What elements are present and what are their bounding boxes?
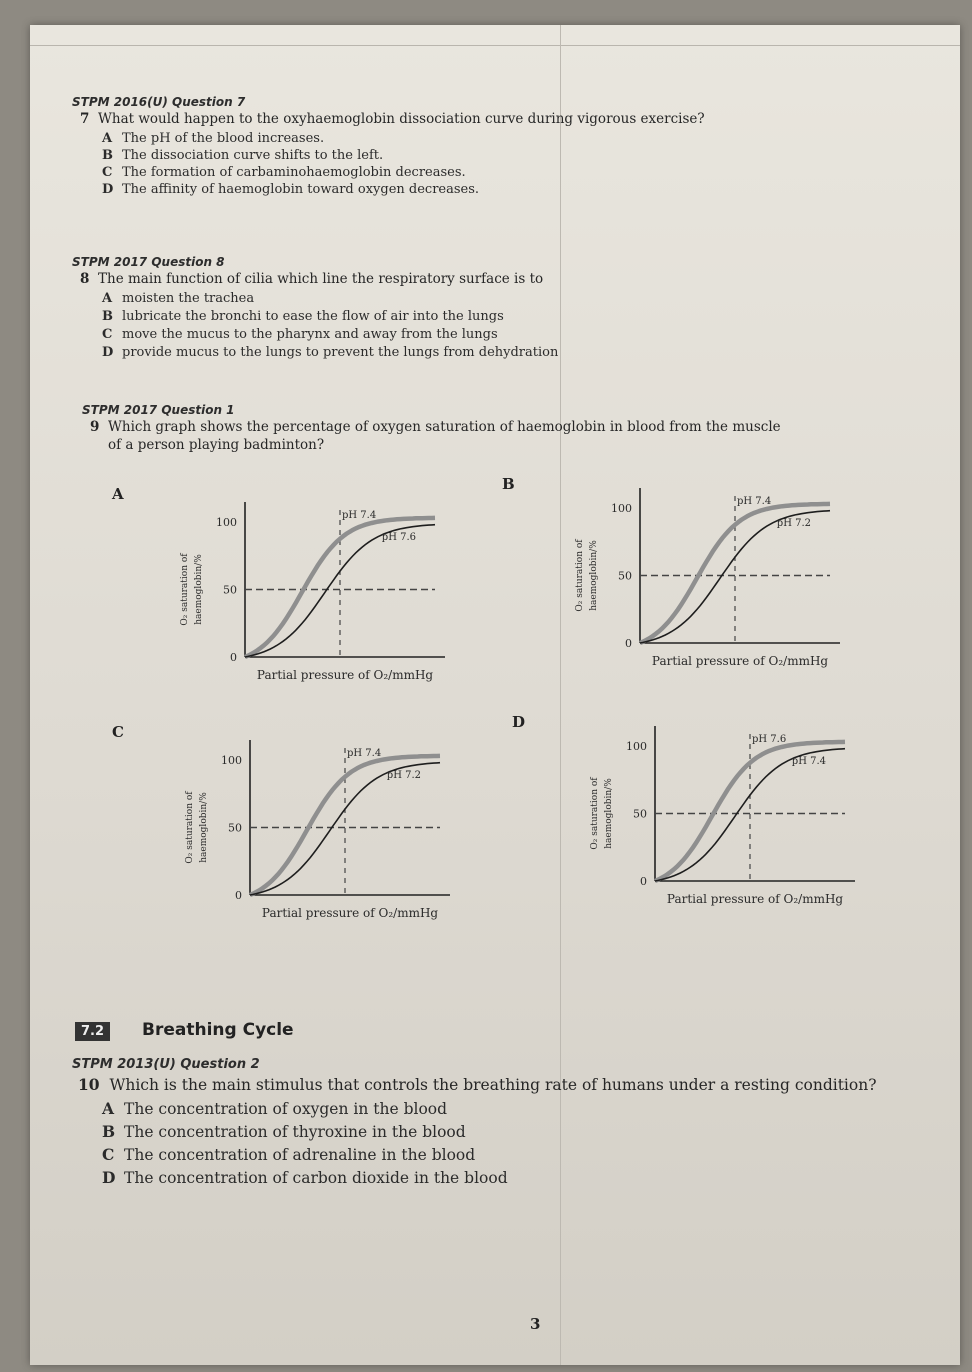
section-title: Breathing Cycle xyxy=(142,1020,294,1040)
graph-c[interactable] xyxy=(130,725,460,935)
option-d[interactable]: D provide mucus to the lungs to prevent the lungs from dehydration xyxy=(102,345,559,360)
question-text: Which graph shows the percentage of oxygen saturation of haemoglobin in blood from the muscle xyxy=(108,419,781,435)
graph-a[interactable] xyxy=(125,487,455,687)
curve-label-top: pH 7.4 xyxy=(342,510,377,521)
curve-label-top: pH 7.4 xyxy=(737,496,772,507)
x-axis-label: Partial pressure of O₂/mmHg xyxy=(256,668,434,682)
graph-d[interactable] xyxy=(535,711,865,921)
graph-letter-d[interactable]: D xyxy=(512,713,526,731)
curve-label-top: pH 7.6 xyxy=(752,734,787,745)
question-number: 10 xyxy=(78,1075,100,1094)
question-text: The main function of cilia which line the respiratory surface is to xyxy=(98,271,544,287)
y-tick-label: 50 xyxy=(228,821,242,835)
source-label: STPM 2017 Question 8 xyxy=(72,255,225,269)
y-axis-label: O₂ saturation of xyxy=(590,777,600,850)
section-number: 7.2 xyxy=(75,1022,110,1041)
question-number: 9 xyxy=(90,419,100,435)
y-tick-label: 100 xyxy=(221,754,242,767)
option-a[interactable]: A The concentration of oxygen in the blood xyxy=(102,1099,448,1118)
y-tick-label: 0 xyxy=(230,651,237,664)
textbook-page xyxy=(30,25,960,1365)
question-text: Which is the main stimulus that controls the breathing rate of humans under a resting condition? xyxy=(109,1076,877,1094)
option-d[interactable]: D The concentration of carbon dioxide in the blood xyxy=(102,1168,508,1187)
option-d[interactable]: D The affinity of haemoglobin toward oxygen decreases. xyxy=(102,182,480,197)
curve-label-second: pH 7.6 xyxy=(381,532,417,543)
option-a[interactable]: A The pH of the blood increases. xyxy=(102,131,325,146)
x-axis-label: Partial pressure of O₂/mmHg xyxy=(651,654,829,668)
option-a[interactable]: A moisten the trachea xyxy=(102,291,255,306)
source-label: STPM 2017 Question 1 xyxy=(82,403,235,417)
question-stem xyxy=(80,271,543,288)
y-tick-label: 50 xyxy=(633,807,647,821)
y-tick-label: 0 xyxy=(625,637,632,650)
option-b[interactable]: B lubricate the bronchi to ease the flow of air into the lungs xyxy=(102,309,504,324)
curve-label-top: pH 7.4 xyxy=(347,748,382,759)
curve-label-second: pH 7.2 xyxy=(776,518,812,529)
graph-b[interactable] xyxy=(520,473,850,673)
ruled-line xyxy=(560,25,561,1365)
y-axis-label: O₂ saturation of xyxy=(185,791,195,864)
graph-letter-c[interactable]: C xyxy=(112,723,124,741)
option-b[interactable]: B The dissociation curve shifts to the left. xyxy=(102,148,384,163)
graph-letter-a[interactable]: A xyxy=(112,485,124,503)
y-tick-label: 50 xyxy=(618,569,632,583)
y-axis-label: O₂ saturation of xyxy=(575,539,585,612)
question-text: What would happen to the oxyhaemoglobin dissociation curve during vigorous exercise? xyxy=(98,111,705,127)
question-text-continued: of a person playing badminton? xyxy=(108,437,325,453)
page-number: 3 xyxy=(530,1315,541,1333)
x-axis-label: Partial pressure of O₂/mmHg xyxy=(261,906,439,920)
y-tick-label: 0 xyxy=(235,889,242,902)
x-axis-label: Partial pressure of O₂/mmHg xyxy=(666,892,844,906)
question-stem xyxy=(78,1075,877,1095)
ruled-line xyxy=(30,45,960,46)
curve-label-second: pH 7.4 xyxy=(791,756,827,767)
y-tick-label: 100 xyxy=(626,740,647,753)
option-c[interactable]: C The concentration of adrenaline in the blood xyxy=(102,1145,476,1164)
question-number: 7 xyxy=(80,111,90,127)
option-c[interactable]: C The formation of carbaminohaemoglobin decreases. xyxy=(102,165,466,180)
y-axis-label: haemoglobin/% xyxy=(604,778,614,849)
y-axis-label: haemoglobin/% xyxy=(589,540,599,611)
question-number: 8 xyxy=(80,271,90,287)
option-c[interactable]: C move the mucus to the pharynx and away from the lungs xyxy=(102,327,498,342)
graph-letter-b[interactable]: B xyxy=(502,475,515,493)
y-tick-label: 100 xyxy=(611,502,632,515)
y-tick-label: 100 xyxy=(216,516,237,529)
option-b[interactable]: B The concentration of thyroxine in the blood xyxy=(102,1122,466,1141)
question-stem xyxy=(80,111,705,128)
y-tick-label: 50 xyxy=(223,583,237,597)
y-tick-label: 0 xyxy=(640,875,647,888)
y-axis-label: haemoglobin/% xyxy=(199,792,209,863)
y-axis-label: haemoglobin/% xyxy=(194,554,204,625)
source-label: STPM 2016(U) Question 7 xyxy=(72,95,246,109)
y-axis-label: O₂ saturation of xyxy=(180,553,190,626)
source-label: STPM 2013(U) Question 2 xyxy=(72,1057,260,1072)
curve-label-second: pH 7.2 xyxy=(386,770,422,781)
question-stem xyxy=(90,419,781,436)
